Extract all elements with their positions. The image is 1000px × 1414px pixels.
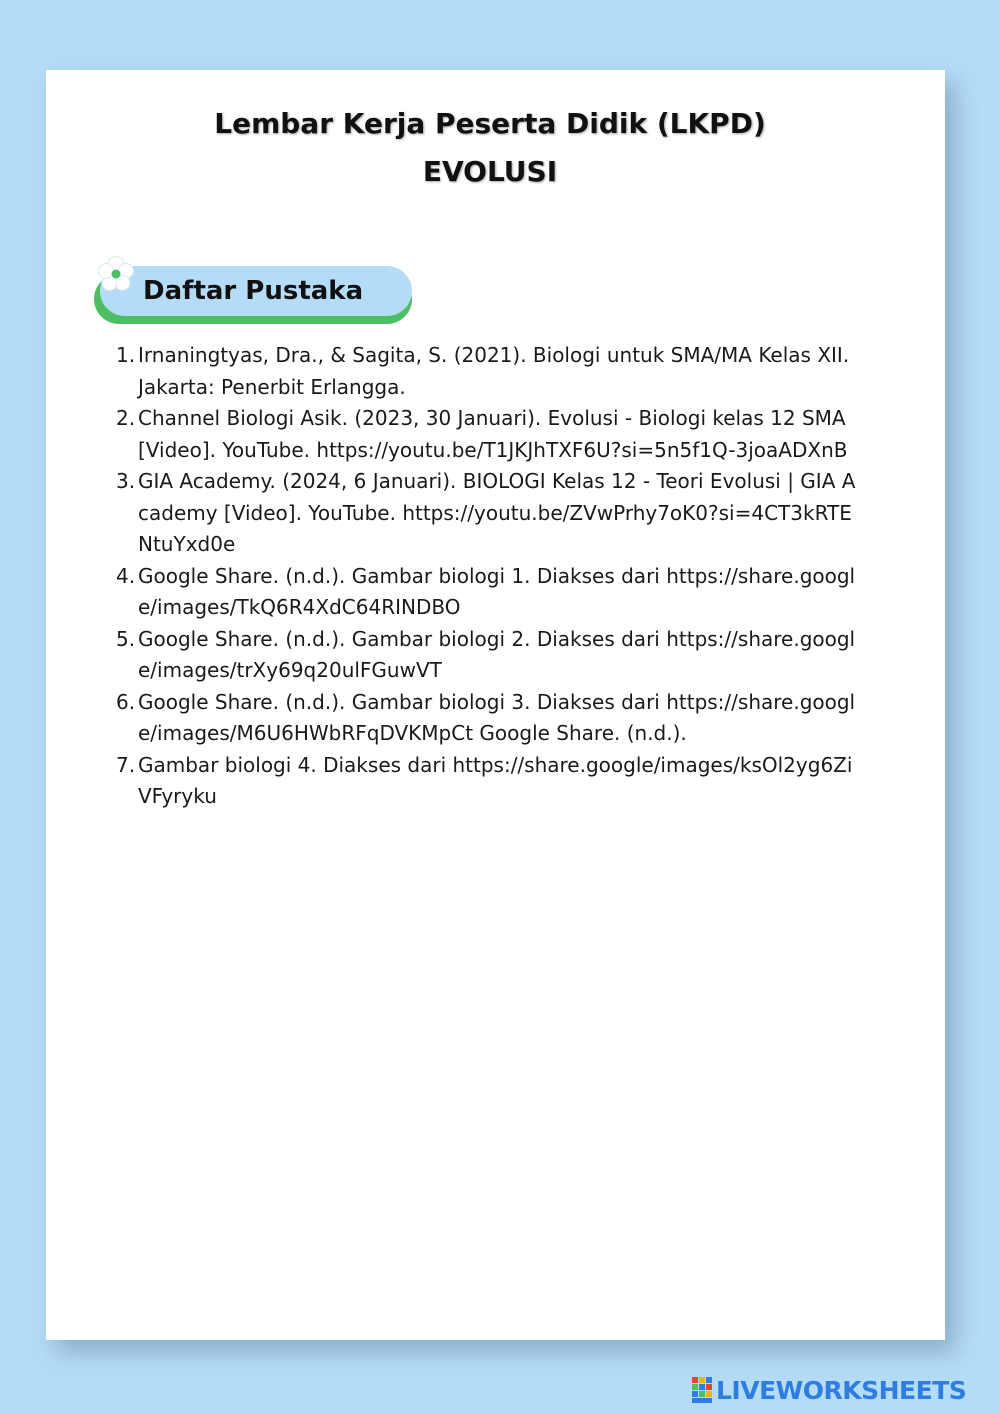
list-item	[116, 687, 856, 750]
list-item	[116, 466, 856, 561]
page-title	[0, 100, 980, 196]
liveworksheets-logo-icon	[692, 1377, 712, 1403]
list-item	[116, 750, 856, 813]
list-item-number: 6.	[116, 689, 136, 714]
list-item	[116, 340, 856, 403]
title-line-2: EVOLUSI	[422, 155, 558, 188]
list-item	[116, 624, 856, 687]
liveworksheets-brand[interactable]	[692, 1374, 966, 1406]
list-item-text: Google Share. (n.d.). Gambar biologi 3. Diakses dari https://share.google/images/M6U6HWbRFqDVKMpCt Google Share. (n.d.).	[138, 689, 856, 745]
list-item-number: 7.	[116, 752, 136, 777]
list-item-text: GIA Academy. (2024, 6 Januari). BIOLOGI Kelas 12 - Teori Evolusi | GIA Academy [Video]. YouTube. https://youtu.be/ZVwPrhy7oK0?si=4CT3kRTENtuYxd0e	[138, 469, 856, 556]
section-title: Daftar Pustaka	[143, 276, 364, 306]
list-item-text: Google Share. (n.d.). Gambar biologi 1. Diakses dari https://share.google/images/TkQ6R4XdC64RINDBO	[138, 563, 856, 619]
flower-icon	[96, 255, 136, 295]
list-item-number: 1.	[116, 343, 136, 367]
list-item	[116, 403, 856, 466]
list-item-number: 5.	[116, 626, 136, 651]
list-item-text: Gambar biologi 4. Diakses dari https://share.google/images/ksOl2yg6ZiVFyryku	[138, 752, 853, 808]
list-item	[116, 561, 856, 624]
list-item-number: 4.	[116, 563, 136, 588]
list-item-text: Channel Biologi Asik. (2023, 30 Januari). Evolusi - Biologi kelas 12 SMA [Video]. YouTube. https://youtu.be/T1JKJhTXF6U?si=5n5f1Q-3joaADXnB	[138, 406, 848, 462]
section-header-tab	[94, 266, 414, 326]
list-item-number: 2.	[116, 406, 136, 430]
list-item-number: 3.	[116, 469, 136, 493]
brand-name: LIVEWORKSHEETS	[716, 1375, 967, 1405]
list-item-text: Irnaningtyas, Dra., & Sagita, S. (2021). Biologi untuk SMA/MA Kelas XII. Jakarta: Penerbit Erlangga.	[138, 343, 850, 399]
list-item-text: Google Share. (n.d.). Gambar biologi 2. Diakses dari https://share.google/images/trXy69q20ulFGuwVT	[138, 626, 856, 682]
reference-list	[116, 340, 856, 813]
title-line-1: Lembar Kerja Peserta Didik (LKPD)	[214, 107, 766, 140]
